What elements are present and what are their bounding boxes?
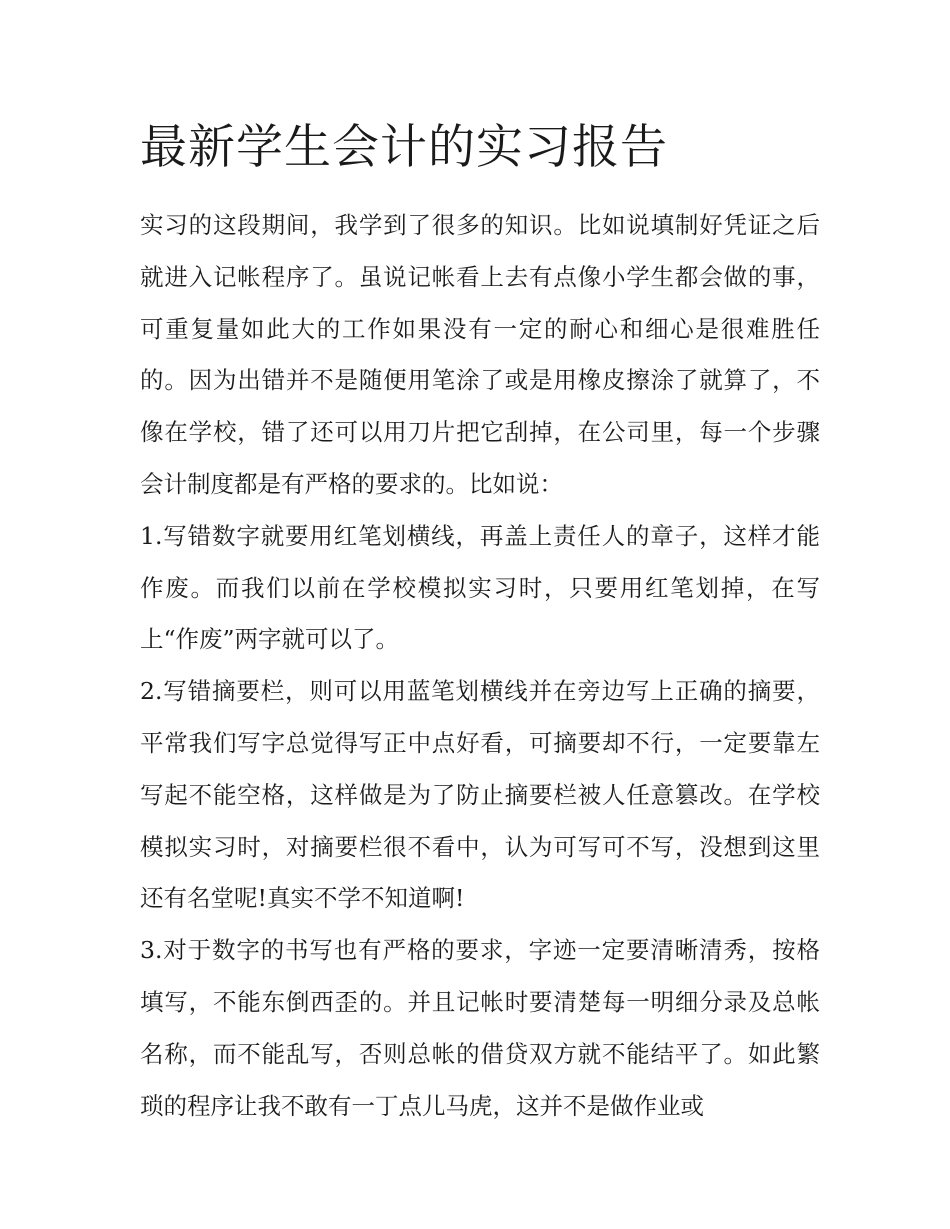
document-title: 最新学生会计的实习报告 [140,120,668,175]
paragraph-item-3: 3.对于数字的书写也有严格的要求，字迹一定要清晰清秀，按格填写，不能东倒西歪的。并且记帐时要清楚每一明细分录及总帐名称，而不能乱写，否则总帐的借贷双方就不能结平了。如此繁琐的程序让我不敢有一丁点儿马虎，这并不是做作业或 [140,936,820,1120]
paragraph-intro: 实习的这段期间，我学到了很多的知识。比如说填制好凭证之后就进入记帐程序了。虽说记帐看上去有点像小学生都会做的事，可重复量如此大的工作如果没有一定的耐心和细心是很难胜任的。因为出错并不是随便用笔涂了或是用橡皮擦涂了就算了，不像在学校，错了还可以用刀片把它刮掉，在公司里，每一个步骤会计制度都是有严格的要求的。比如说： [140,211,820,498]
document-page [140,118,820,1132]
paragraph-item-1: 1.写错数字就要用红笔划横线，再盖上责任人的章子，这样才能作废。而我们以前在学校模拟实习时，只要用红笔划掉，在写上“作废”两字就可以了。 [140,521,820,654]
paragraph-item-2: 2.写错摘要栏，则可以用蓝笔划横线并在旁边写上正确的摘要，平常我们写字总觉得写正中点好看，可摘要却不行，一定要靠左写起不能空格，这样做是为了防止摘要栏被人任意篡改。在学校模拟实习时，对摘要栏很不看中，认为可写可不写，没想到这里还有名堂呢!真实不学不知道啊! [140,677,820,913]
